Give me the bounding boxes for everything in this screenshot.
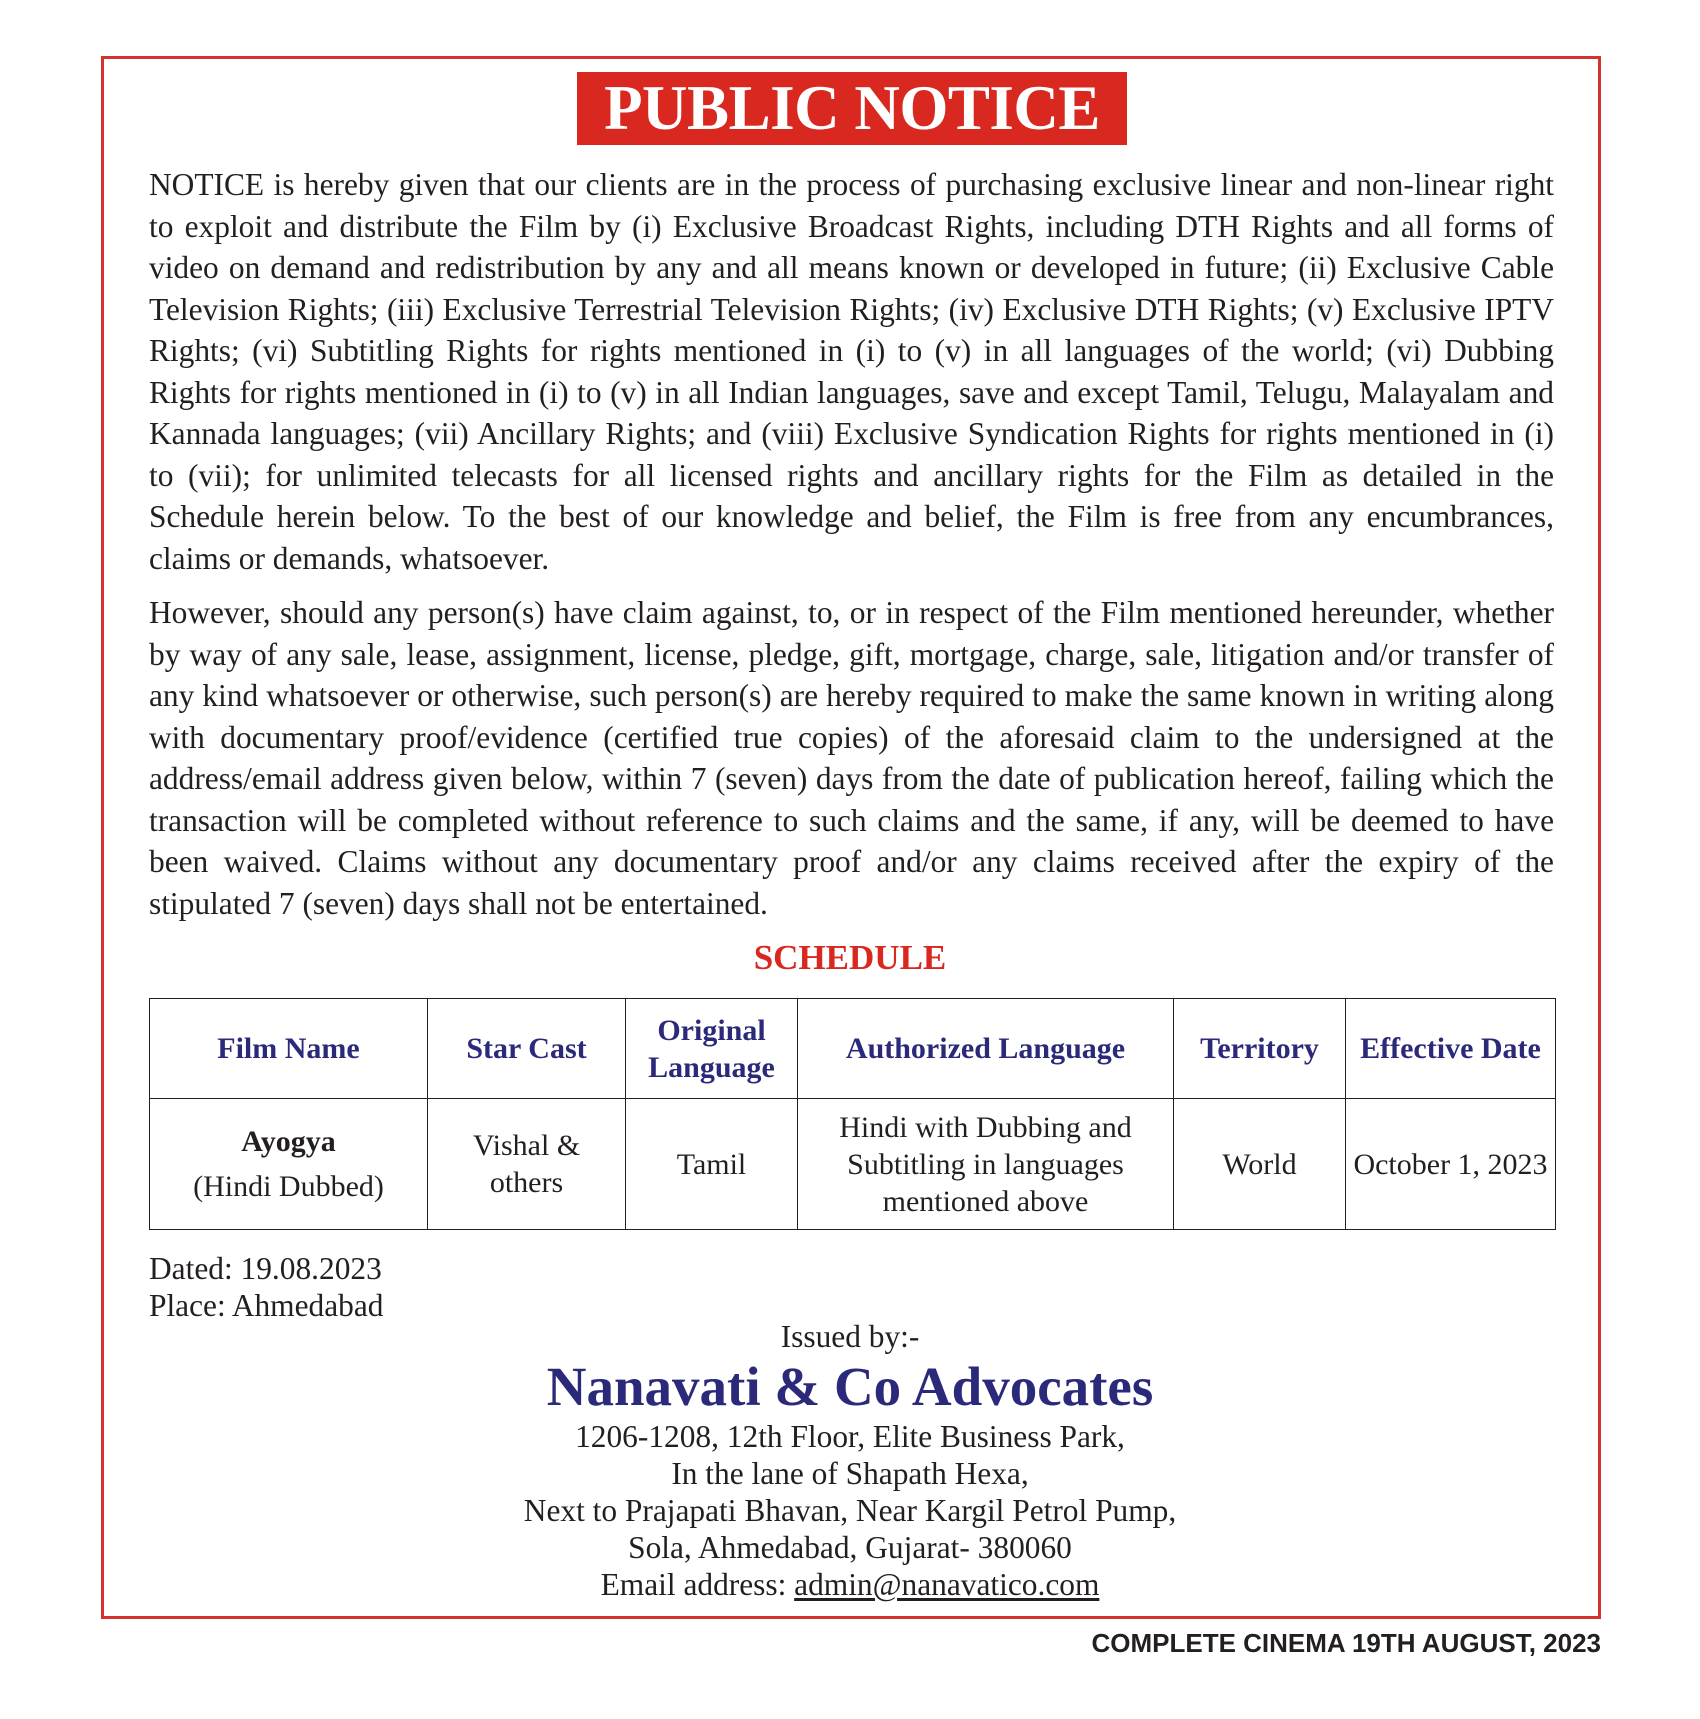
film-name: Ayogya xyxy=(241,1125,336,1158)
cell-star-cast: Vishal & others xyxy=(428,1099,626,1230)
schedule-heading: SCHEDULE xyxy=(753,938,947,977)
header-territory: Territory xyxy=(1174,999,1346,1099)
notice-title: PUBLIC NOTICE xyxy=(577,72,1127,145)
email-label: Email address: xyxy=(600,1567,795,1602)
notice-paragraph-2: However, should any person(s) have claim against, to, or in respect of the Film mentioned hereunder, whether by way of any sale, lease, assignment, license, pledge, gift, mortgage, charge, sale, litigation and/or transfer of any kind whatsoever or otherwise, such person(s) are hereby required to make the same known in writing along with documentary proof/evidence (certified true copies) of the aforesaid claim to the undersigned at the address/email address given below, within 7 (seven) days from the date of publication hereof, failing which the transaction will be completed without reference to such claims and the same, if any, will be deemed to have been waived. Claims without any documentary proof and/or any claims received after the expiry of the stipulated 7 (seven) days shall not be entertained. xyxy=(149,595,1554,921)
header-original-language: Original Language xyxy=(626,999,798,1099)
header-authorized-language: Authorized Language xyxy=(798,999,1174,1099)
address-line-3: Next to Prajapati Bhavan, Near Kargil Petrol Pump, xyxy=(523,1493,1177,1528)
header-effective-date: Effective Date xyxy=(1346,999,1556,1099)
schedule-table xyxy=(149,998,1556,1230)
email-link[interactable]: admin@nanavatico.com xyxy=(794,1567,1100,1602)
notice-paragraph-1: NOTICE is hereby given that our clients are in the process of purchasing exclusive linear and non-linear right to exploit and distribute the Film by (i) Exclusive Broadcast Rights, including DTH Rights and all forms of video on demand and redistribution by any and all means known or developed in future; (ii) Exclusive Cable Television Rights; (iii) Exclusive Terrestrial Television Rights; (iv) Exclusive DTH Rights; (v) Exclusive IPTV Rights; (vi) Subtitling Rights for rights mentioned in (i) to (v) in all languages of the world; (vi) Dubbing Rights for rights mentioned in (i) to (v) in all Indian languages, save and except Tamil, Telugu, Malayalam and Kannada languages; (vii) Ancillary Rights; and (viii) Exclusive Syndication Rights for rights mentioned in (i) to (vii); for unlimited telecasts for all licensed rights and ancillary rights for the Film as detailed in the Schedule herein below. To the best of our knowledge and belief, the Film is free from any encumbrances, claims or demands, whatsoever. xyxy=(149,167,1554,576)
film-note: (Hindi Dubbed) xyxy=(193,1170,384,1203)
cell-original-language: Tamil xyxy=(626,1099,798,1230)
email-line xyxy=(0,1566,1700,1603)
header-film-name: Film Name xyxy=(150,999,428,1099)
cell-film-name xyxy=(150,1099,428,1230)
address-line-1: 1206-1208, 12th Floor, Elite Business Park, xyxy=(575,1419,1125,1454)
place-text: Place: Ahmedabad xyxy=(149,1288,384,1323)
table-header-row xyxy=(150,999,1556,1099)
cell-effective-date: October 1, 2023 xyxy=(1346,1099,1556,1230)
issued-by-label: Issued by:- xyxy=(780,1319,920,1354)
address-line-4: Sola, Ahmedabad, Gujarat- 380060 xyxy=(628,1530,1072,1565)
firm-name: Nanavati & Co Advocates xyxy=(546,1356,1154,1417)
cell-territory: World xyxy=(1174,1099,1346,1230)
dated-text: Dated: 19.08.2023 xyxy=(149,1251,382,1286)
address-line-2: In the lane of Shapath Hexa, xyxy=(671,1456,1029,1491)
header-star-cast: Star Cast xyxy=(428,999,626,1099)
cell-authorized-language: Hindi with Dubbing and Subtitling in languages mentioned above xyxy=(798,1099,1174,1230)
publication-footer: COMPLETE CINEMA 19TH AUGUST, 2023 xyxy=(1091,1628,1601,1658)
table-row xyxy=(150,1099,1556,1230)
